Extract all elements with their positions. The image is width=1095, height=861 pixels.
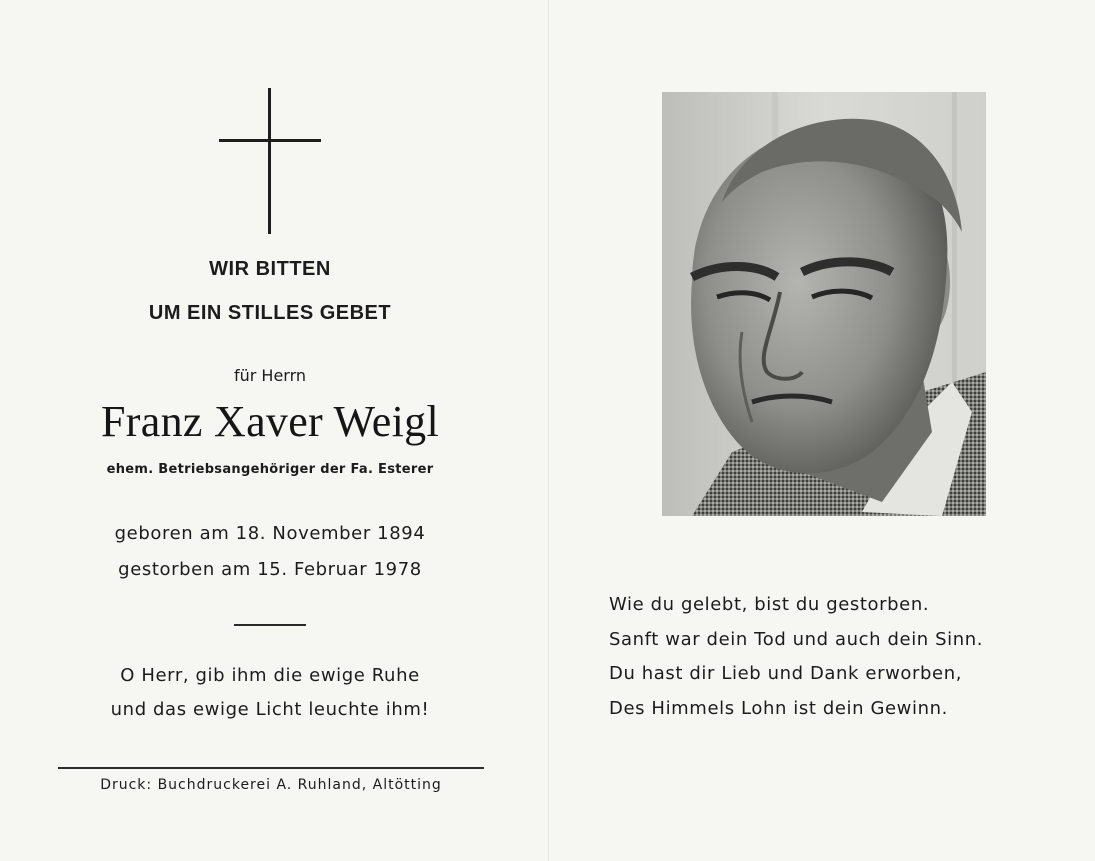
- poem-line-4: Des Himmels Lohn ist dein Gewinn.: [609, 697, 948, 719]
- heading-line-2: UM EIN STILLES GEBET: [148, 302, 392, 324]
- prayer-line-2: und das ewige Licht leuchte ihm!: [110, 699, 430, 720]
- poem-line-3: Du hast dir Lieb und Dank erworben,: [609, 663, 963, 684]
- divider: [234, 624, 306, 626]
- cross-icon: [219, 88, 321, 234]
- prayer-line-1: O Herr, gib ihm die ewige Ruhe: [120, 665, 420, 686]
- occupation: ehem. Betriebsangehöriger der Fa. Esterer: [106, 462, 434, 477]
- death-date: gestorben am 15. Februar 1978: [118, 559, 422, 580]
- birth-date: geboren am 18. November 1894: [114, 523, 426, 544]
- poem-line-2: Sanft war dein Tod und auch dein Sinn.: [609, 628, 984, 650]
- heading-line-1: WIR BITTEN: [209, 258, 331, 280]
- deceased-name: Franz Xaver Weigl: [101, 397, 439, 446]
- poem-line-1: Wie du gelebt, bist du gestorben.: [609, 594, 930, 615]
- poem: [609, 588, 1069, 726]
- printer-credit: Druck: Buchdruckerei A. Ruhland, Altötting: [100, 777, 442, 793]
- fold-line: [548, 0, 549, 861]
- footer-divider: [58, 767, 484, 769]
- portrait-photo: [662, 92, 986, 516]
- for-text: für Herrn: [233, 366, 307, 385]
